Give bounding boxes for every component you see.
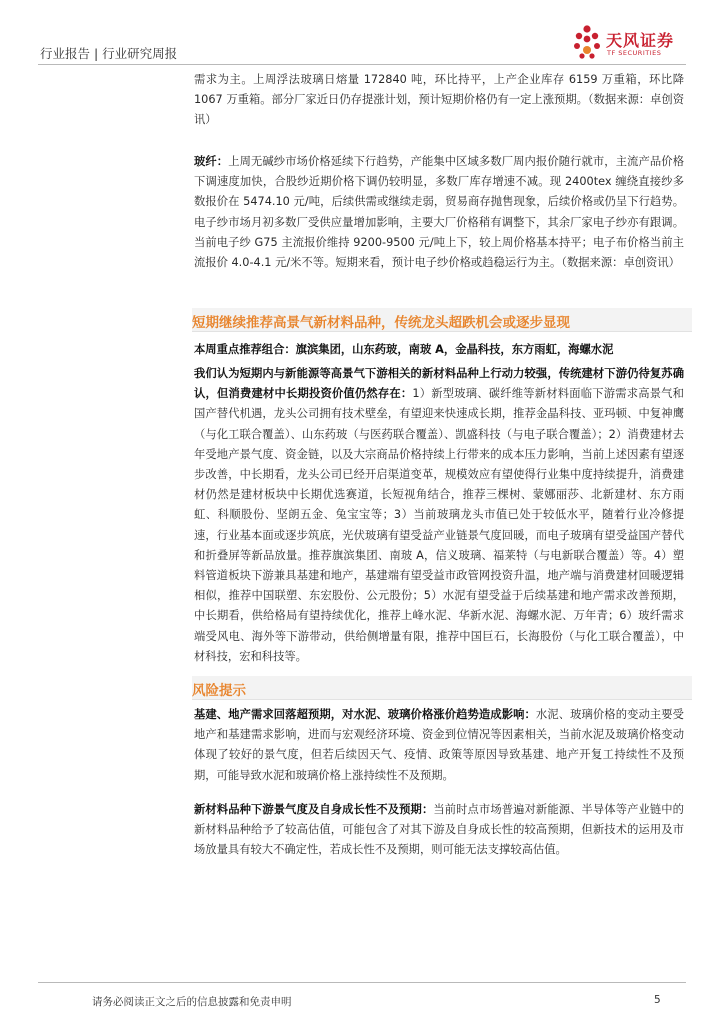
page-number: 5 [654, 994, 661, 1006]
glass-fiber-text: 上周无碱纱市场价格延续下行趋势，产能集中区域多数厂周内报价随行就市，主流产品价格下调速度加快，合股纱近期价格下调仍较明显，多数厂库存增速不减。现 2400tex 缠绕直接纱多数报价在 5474.10 元/吨，后续供需或继续走弱，贸易商存抛售现象，后续价格或仍呈下行趋势。电子纱市场月初多数厂受供应量增加影响，主要大厂价格稍有调整下，其余厂家电子纱亦有跟调。当前电子纱 G75 主流报价维持 9200-9500 元/吨上下，较上周价格基本持平；电子布价格当前主流报价 4.0-4.1 元/米不等。短期来看，预计电子纱价格或趋稳运行为主。（数据来源：卓创资讯） [194, 155, 684, 270]
header-rule [38, 64, 686, 65]
risk-paragraph-2 [194, 800, 684, 861]
recommendation-body: 1）新型玻璃、碳纤维等新材料面临下游需求高景气和国产替代机遇，龙头公司拥有技术壁垒，有望迎来快速成长期，推荐金晶科技、亚玛顿、中复神鹰（与化工联合覆盖）、山东药玻（与医药联合覆盖）、凯盛科技（与电子联合覆盖）；2）消费建材去年受地产景气度、资金链，以及大宗商品价格持续上行带来的成本压力影响，当前上述因素有望逐步改善，中长期看，龙头公司已经开启渠道变革，规模效应有望使得行业集中度持续提升，消费建材仍然是建材板块中长期优选赛道，长短视角结合，推荐三棵树、蒙娜丽莎、北新建材、东方雨虹、科顺股份、坚朗五金、兔宝宝等；3）当前玻璃龙头市值已处于较低水平，随着行业冷修提速，行业基本面或逐步筑底，光伏玻璃有望受益产业链景气度回暖，而电子玻璃有望受益国产替代和折叠屏等新品放量。推荐旗滨集团、南玻 A，信义玻璃、福莱特（与电新联合覆盖）等。4）塑料管道板块下游兼具基建和地产，基建端有望受益市政管网投资升温，地产端与消费建材回暖逻辑相似，推荐中国联塑、东宏股份、公元股份；5）水泥有望受益于后续基建和地产需求改善预期，中长期看，供给格局有望持续优化，推荐上峰水泥、华新水泥、海螺水泥、万年青；6）玻纤需求端受风电、海外等下游带动，供给侧增量有限，推荐中国巨石，长海股份（与化工联合覆盖），中材科技，宏和科技等。 [194, 387, 684, 663]
glass-fiber-paragraph [194, 152, 684, 273]
brand-name-cn: 天风证券 [606, 31, 675, 50]
risk-2-text: 当前时点市场普遍对新能源、半导体等产业链中的新材料品种给予了较高估值，可能包含了对其下游及自身成长性的较高预期，但新技术的运用及市场放量具有较大不确定性，若成长性不及预期，则可能无法支撑较高估值。 [194, 803, 684, 857]
section-title-underline [192, 699, 692, 700]
brand-name-en: TF SECURITIES [607, 49, 662, 57]
risk-1-lead: 基建、地产需求回落超预期，对水泥、玻璃价格涨价趋势造成影响： [194, 708, 536, 721]
section-title-recommendations [192, 308, 692, 332]
report-type-label: 行业报告 | 行业研究周报 [40, 46, 178, 61]
brand-logo [572, 24, 690, 62]
section-title-text: 风险提示 [192, 683, 246, 699]
key-picks-paragraph [194, 340, 684, 360]
footer-disclaimer: 请务必阅读正文之后的信息披露和免责申明 [92, 996, 292, 1008]
section-title-underline [192, 331, 692, 332]
footer-rule [38, 982, 686, 983]
brand-logo-icon [572, 24, 602, 60]
section-title-text: 短期继续推荐高景气新材料品种，传统龙头超跌机会或逐步显现 [192, 315, 570, 331]
intro-paragraph: 需求为主。上周浮法玻璃日熔量 172840 吨，环比持平，上产企业库存 6159 万重箱，环比降 1067 万重箱。部分厂家近日仍存提涨计划，预计短期价格仍有一定上涨预期。（数据来源：卓创资讯） [194, 73, 684, 127]
glass-fiber-lead: 玻纤： [194, 155, 229, 168]
risk-paragraph-1 [194, 705, 684, 786]
risk-1-text: 水泥、玻璃价格的变动主要受地产和基建需求影响，进而与宏观经济环境、资金到位情况等因素相关，当前水泥及玻璃价格变动体现了较好的景气度，但若后续因天气、疫情、政策等原因导致基建、地产开复工持续性不及预期，可能导致水泥和玻璃价格上涨持续性不及预期。 [194, 708, 684, 782]
section-title-risks [192, 676, 692, 700]
key-picks-text: 本周重点推荐组合：旗滨集团，山东药玻，南玻 A，金晶科技，东方雨虹，海螺水泥 [194, 343, 614, 356]
recommendation-paragraph [194, 364, 684, 667]
risk-2-lead: 新材料品种下游景气度及自身成长性不及预期： [194, 803, 434, 816]
recommendation-lead: 我们认为短期内与新能源等高景气下游相关的新材料品种上行动力较强，传统建材下游仍待复苏确认，但消费建材中长期投资价值仍然存在： [194, 367, 684, 401]
